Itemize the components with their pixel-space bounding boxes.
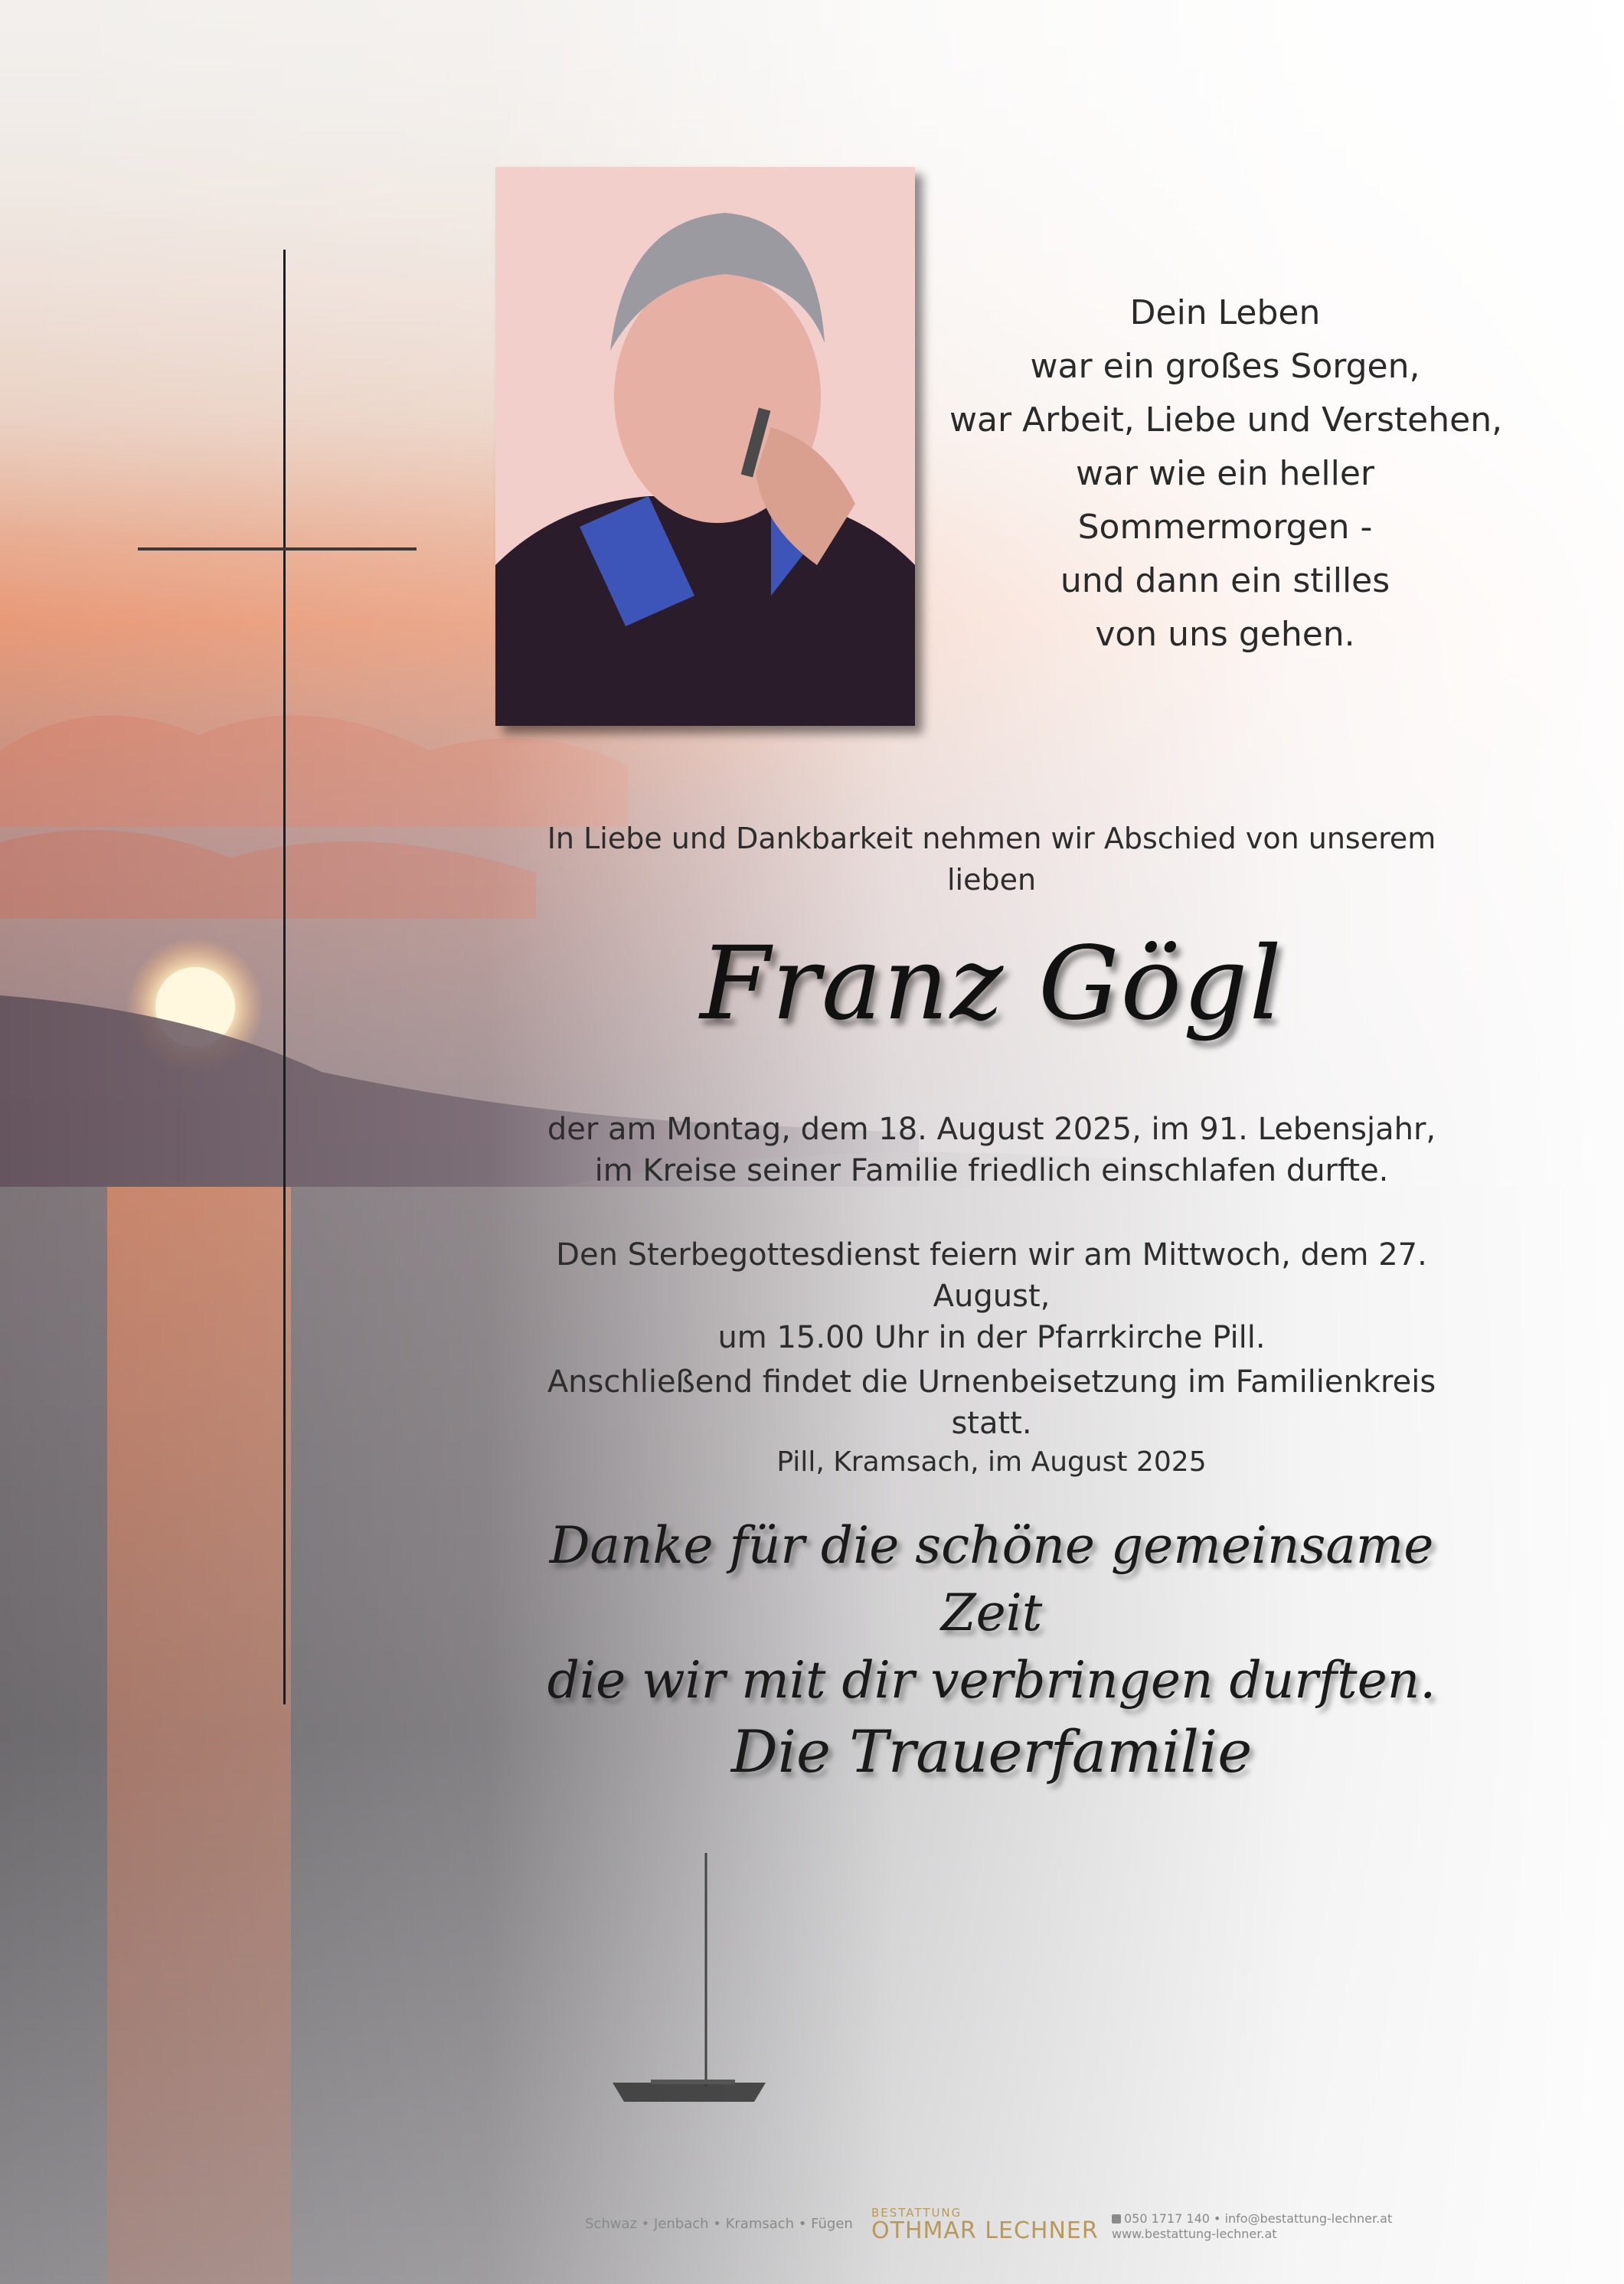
intro-line-2: lieben: [946, 863, 1037, 897]
cross-vertical-bar: [283, 250, 286, 1704]
brand-main-text: OTHMAR LECHNER: [871, 2217, 1099, 2244]
intro-text: [505, 818, 1478, 900]
brand-top-text: BESTATTUNG: [871, 2206, 962, 2220]
thanks-message: [505, 1512, 1478, 1714]
poem-line: von uns gehen.: [1095, 615, 1355, 654]
portrait-photo: [495, 167, 915, 726]
intro-line-1: In Liebe und Dankbarkeit nehmen wir Abschied von unserem: [547, 822, 1436, 855]
urn-burial-info: Anschließend findet die Urnenbeisetzung im Familienkreis statt.: [547, 1364, 1436, 1441]
service-line-2: um 15.00 Uhr in der Pfarrkirche Pill.: [717, 1320, 1266, 1355]
cross-horizontal-bar: [138, 547, 417, 551]
poem-line: war wie ein heller: [1075, 454, 1375, 493]
thanks-line-1: Danke für die schöne gemeinsame Zeit: [549, 1516, 1434, 1642]
deceased-name: Franz Gögl: [700, 925, 1283, 1043]
poem-line: war ein großes Sorgen,: [1030, 347, 1420, 386]
contact-website[interactable]: www.bestattung-lechner.at: [1112, 2227, 1277, 2241]
family-signature: Die Trauerfamilie: [730, 1717, 1253, 1786]
service-line-1: Den Sterbegottesdienst feiern wir am Mittwoch, dem 27. August,: [556, 1237, 1427, 1314]
funeral-home-logo: [871, 2207, 1099, 2243]
contact-phone-email: 050 1717 140 • info@bestattung-lechner.at: [1124, 2211, 1393, 2226]
footer-locations: Schwaz • Jenbach • Kramsach • Fügen: [585, 2216, 853, 2232]
death-notice: [505, 1109, 1478, 1191]
poem-line: Sommermorgen -: [1077, 508, 1373, 547]
footer-contact: [1112, 2211, 1392, 2242]
death-notice-line-1: der am Montag, dem 18. August 2025, im 91. Lebensjahr,: [547, 1112, 1436, 1147]
death-notice-line-2: im Kreise seiner Familie friedlich einschlafen durfte.: [594, 1153, 1389, 1188]
place-date: Pill, Kramsach, im August 2025: [776, 1446, 1207, 1478]
phone-icon: [1112, 2214, 1121, 2224]
thanks-line-2: die wir mit dir verbringen durften.: [547, 1651, 1436, 1710]
poem: [949, 286, 1501, 662]
poem-line: Dein Leben: [1129, 293, 1321, 332]
poem-line: und dann ein stilles: [1060, 561, 1390, 600]
poem-line: war Arbeit, Liebe und Verstehen,: [949, 400, 1503, 439]
service-info: [505, 1234, 1478, 1358]
